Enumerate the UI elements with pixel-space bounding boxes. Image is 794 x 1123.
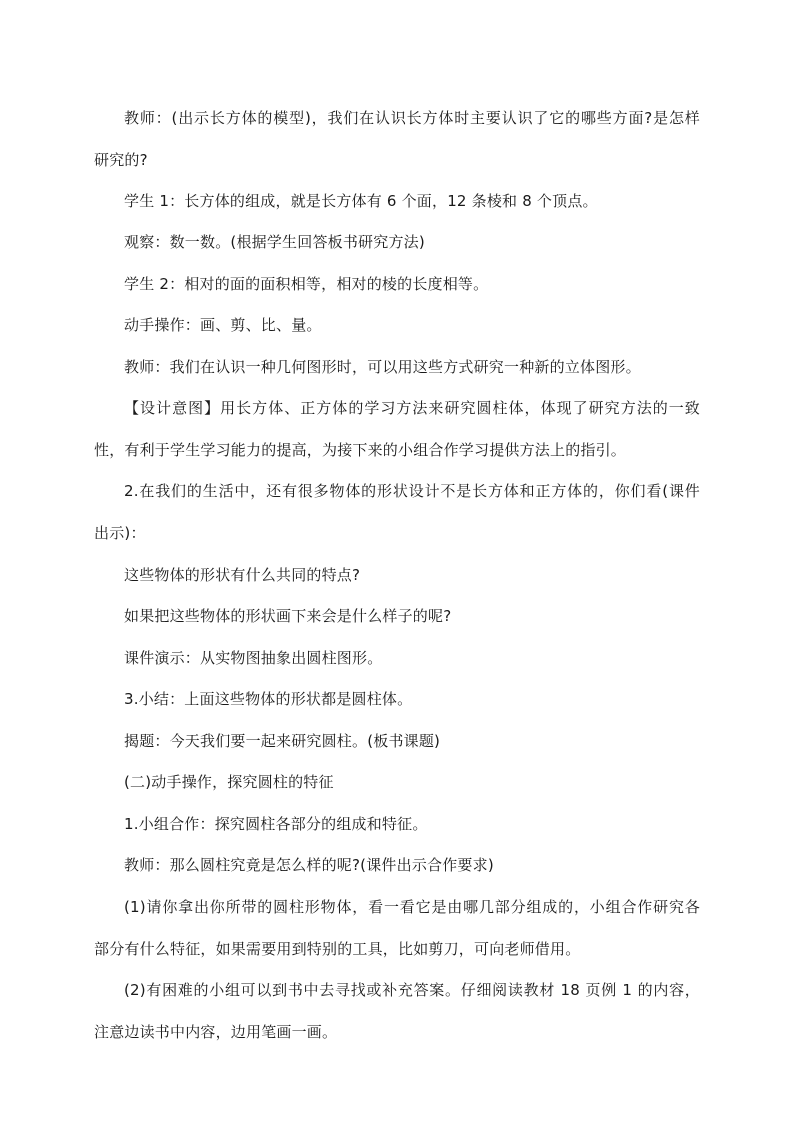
section-heading: (二)动手操作，探究圆柱的特征 [124,773,334,791]
paragraph-line: 1.小组合作：探究圆柱各部分的组成和特征。 [124,815,428,833]
paragraph-line: 揭题：今天我们要一起来研究圆柱。(板书课题) [124,732,441,750]
paragraph-line: 3.小结：上面这些物体的形状都是圆柱体。 [124,690,413,708]
paragraph-line: 性，有利于学生学习能力的提高，为接下来的小组合作学习提供方法上的指引。 [94,441,627,459]
paragraph-line: 出示)： [94,524,146,542]
paragraph-line: 研究的? [94,151,148,169]
paragraph-line: 学生 2：相对的面的面积相等，相对的棱的长度相等。 [124,275,489,293]
paragraph-line: 教师：我们在认识一种几何图形时，可以用这些方式研究一种新的立体图形。 [124,358,641,376]
paragraph-line: 如果把这些物体的形状画下来会是什么样子的呢? [124,607,452,625]
paragraph-line: 教师：(出示长方体的模型)，我们在认识长方体时主要认识了它的哪些方面?是怎样 [124,109,700,127]
paragraph-line: 动手操作：画、剪、比、量。 [124,316,322,334]
paragraph-line: 课件演示：从实物图抽象出圆柱图形。 [124,649,383,667]
paragraph-line: (2)有困难的小组可以到书中去寻找或补充答案。仔细阅读教材 18 页例 1 的内容， [124,981,700,999]
paragraph-line: (1)请你拿出你所带的圆柱形物体，看一看它是由哪几部分组成的，小组合作研究各 [124,898,700,916]
paragraph-line: 观察：数一数。(根据学生回答板书研究方法) [124,233,425,251]
paragraph-line: 注意边读书中内容，边用笔画一画。 [94,1023,338,1041]
paragraph-line: 学生 1：长方体的组成，就是长方体有 6 个面，12 条棱和 8 个顶点。 [124,192,598,210]
paragraph-line: 教师：那么圆柱究竟是怎么样的呢?(课件出示合作要求) [124,856,494,874]
paragraph-line: 这些物体的形状有什么共同的特点? [124,566,361,584]
paragraph-line: 【设计意图】用长方体、正方体的学习方法来研究圆柱体，体现了研究方法的一致 [124,399,700,417]
paragraph-line: 2.在我们的生活中，还有很多物体的形状设计不是长方体和正方体的，你们看(课件 [124,482,700,500]
paragraph-line: 部分有什么特征，如果需要用到特别的工具，比如剪刀，可向老师借用。 [94,940,581,958]
